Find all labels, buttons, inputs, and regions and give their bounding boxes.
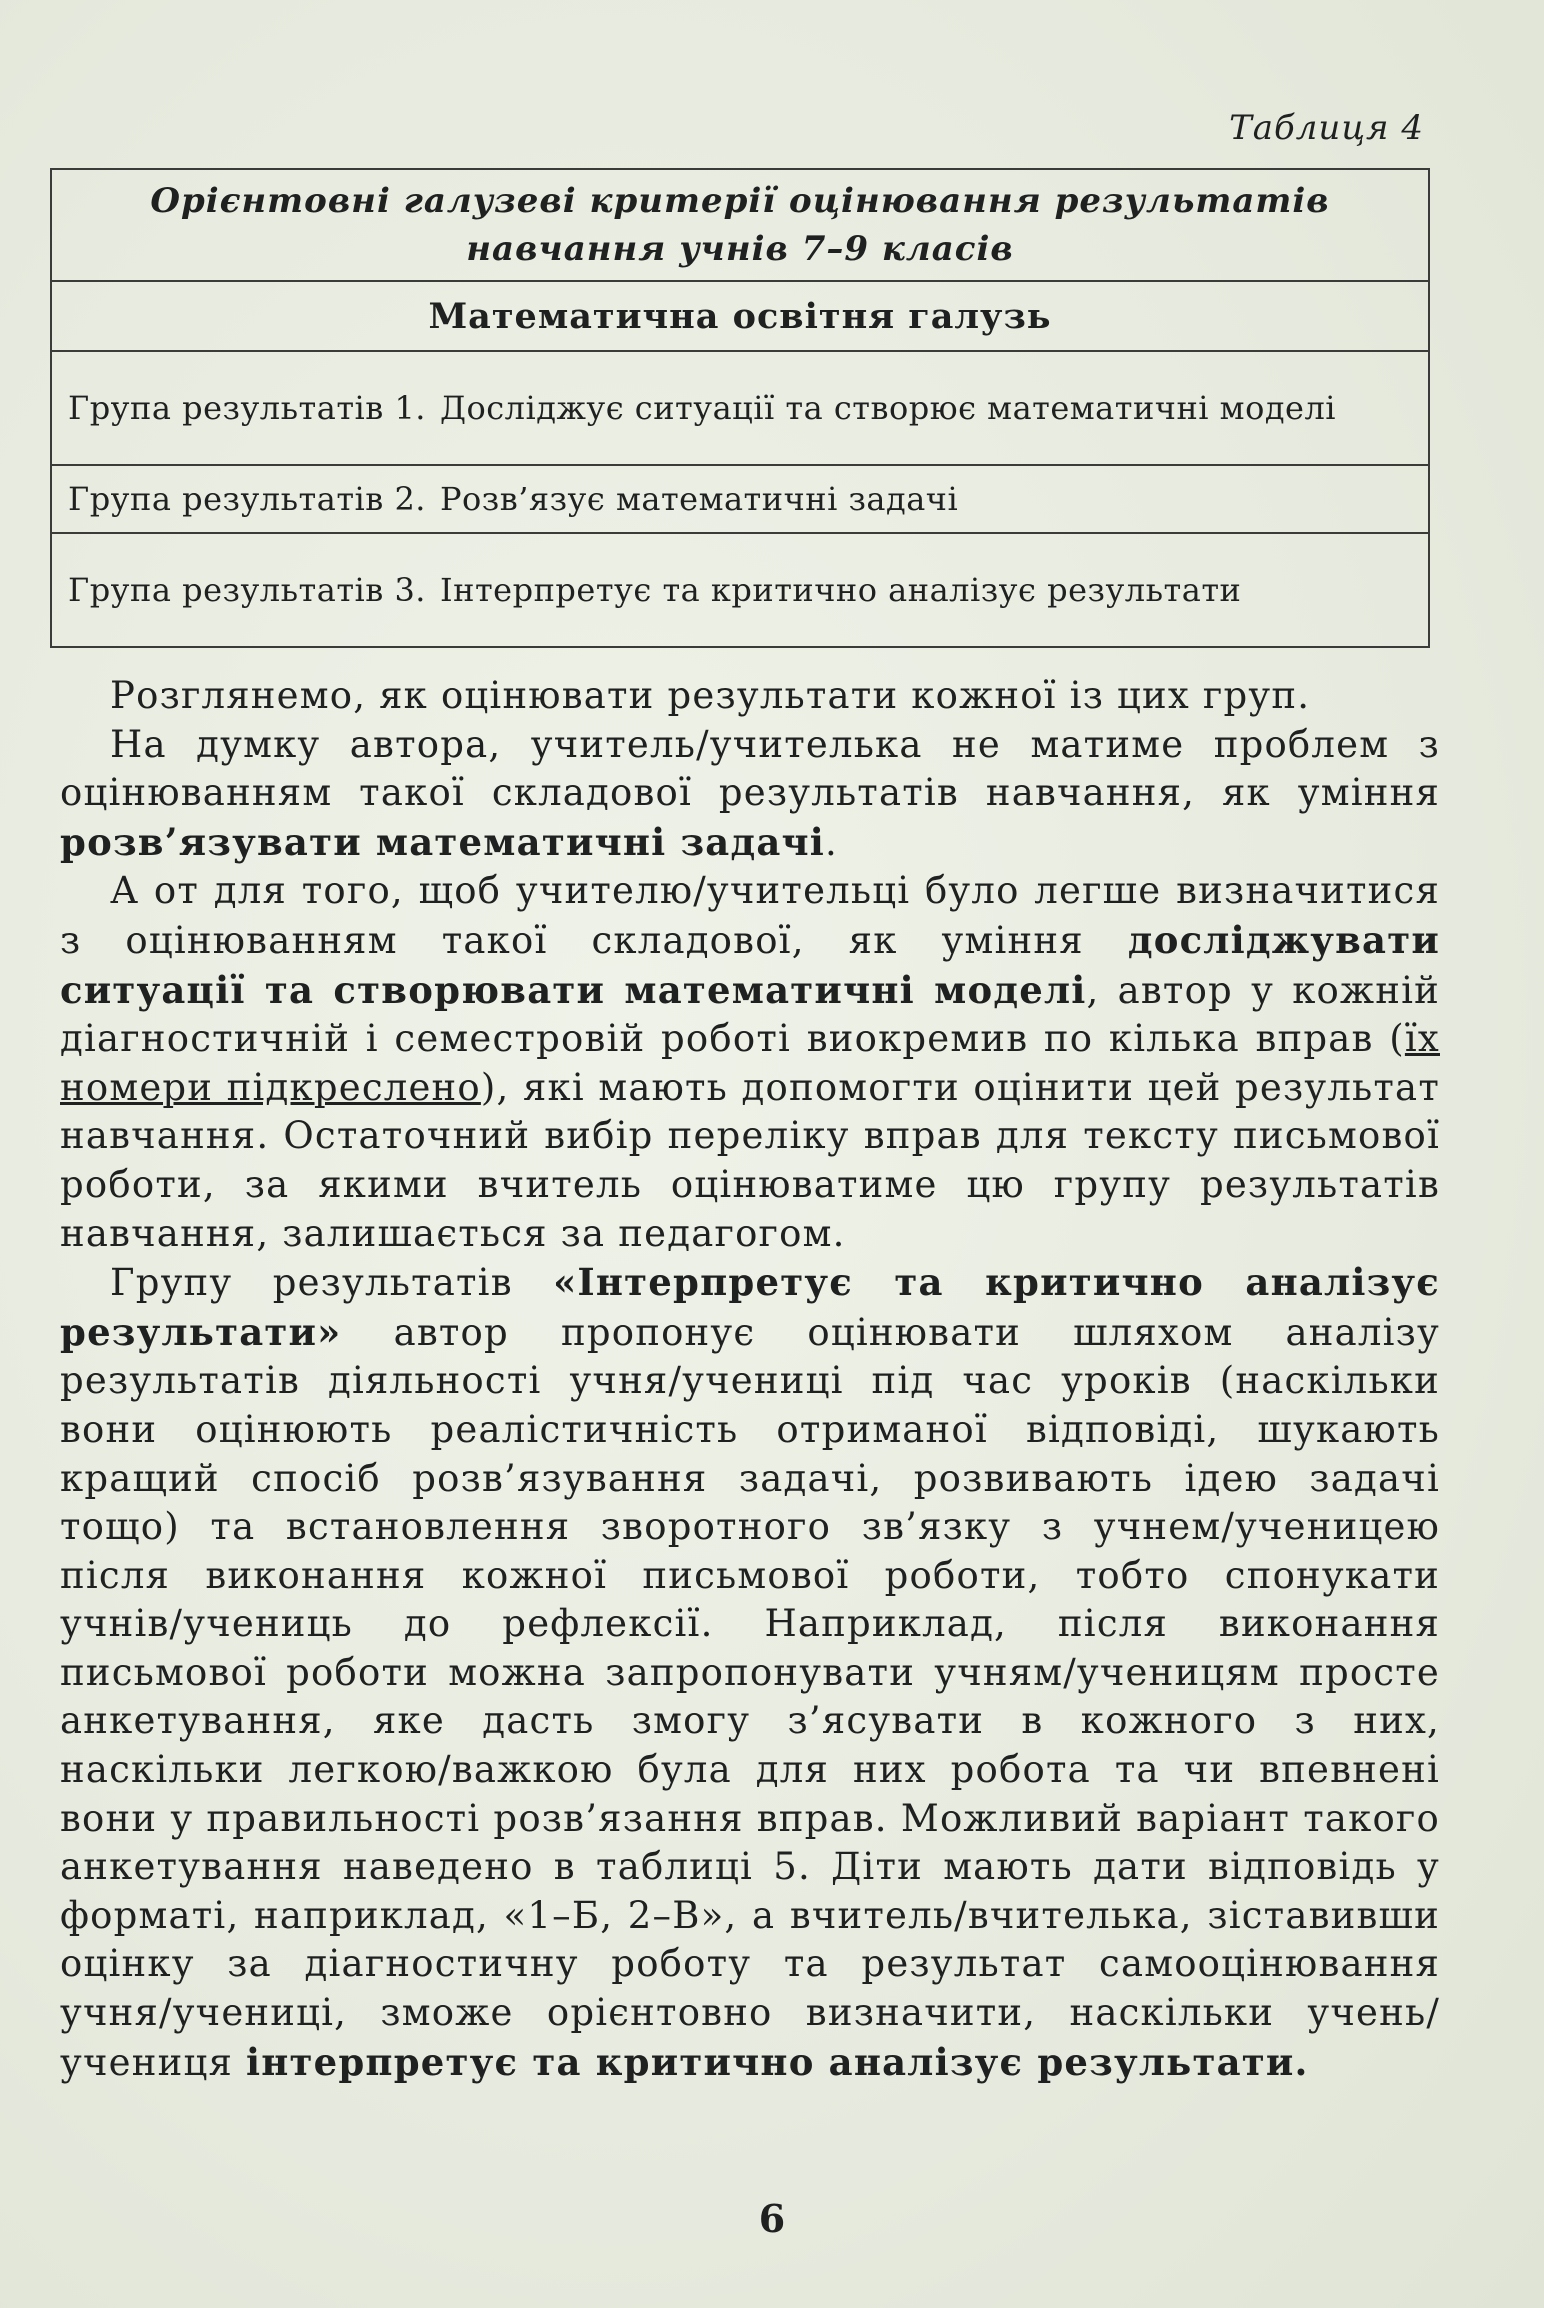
table-title-line-1: Орієнтовні галузеві критерії оцінювання результатів: [150, 181, 1330, 221]
paragraph-3-bold: досліджувати ситуації та створювати математичні моделі: [60, 917, 1440, 1012]
group-text-1: Досліджує ситуації та створює математичні моделі: [439, 389, 1337, 427]
paragraph-2: [60, 721, 1440, 868]
paragraph-4: [60, 1258, 1440, 2087]
paragraph-4-text-c: автор пропонує оцінювати шляхом аналізу результатів діяльності учня/учениці під час уроків (наскільки вони оцінюють реалістичність отриманої відповіді, шукають кращий спосіб розв’язування задачі, розвивають ідею задачі тощо) та встановлення зворотного зв’язку з учнем/ученицею після виконання кожної письмової роботи, тобто спонукати учнів/учениць до рефлексії. Наприклад, після виконання письмової роботи можна запропонувати учням/ученицям просте анкетування, яке дасть змогу з’ясувати в кожного з них, наскільки легкою/важкою була для них робота та чи впевнені вони у правильності розв’язання вправ. Можливий варіант такого анкетування наведено в таблиці 5. Діти мають дати відповідь у форматі, наприклад, «1–Б, 2–В», а вчитель/вчителька, зіставивши оцінку за діагностичну роботу та результат самооцінювання учня/учениці, зможе орієнтовно визначити, наскільки учень/учениця: [60, 1310, 1440, 2084]
group-text-2: Розв’язує математичні задачі: [439, 480, 959, 518]
group-label-3: Група результатів 3.: [68, 571, 426, 609]
page-number: 6: [758, 2196, 786, 2241]
group-cell-2: [51, 465, 1429, 533]
paragraph-2-bold: розв’язувати математичні задачі: [60, 819, 826, 864]
paragraph-1-text: Розглянемо, як оцінювати результати кожної із цих груп.: [110, 674, 1311, 717]
table-caption: Таблиця 4: [1229, 108, 1424, 148]
paragraph-3-text-c: , автор у кожній діагностичній і семестровій роботі виокремив по кілька вправ (: [60, 968, 1440, 1061]
table-row: [51, 351, 1429, 465]
group-label-2: Група результатів 2.: [68, 480, 426, 518]
paragraph-2-text-a: На думку автора, учитель/учителька не матиме проблем з оцінюванням такої складової результатів навчання, як уміння: [60, 722, 1440, 815]
group-cell-1: [51, 351, 1429, 465]
criteria-table: [50, 168, 1430, 648]
paragraph-3-underlined: їх номери підкреслено: [60, 1017, 1440, 1109]
table-field-cell: Математична освітня галузь: [51, 281, 1429, 351]
paragraph-4-bold-1: «Інтерпретує та критично аналізує результати»: [60, 1260, 1440, 1354]
paragraph-4-bold-2: інтерпретує та критично аналізує результати.: [245, 2039, 1309, 2084]
table-title-row: [51, 169, 1429, 281]
body-text: [60, 672, 1440, 2087]
group-label-1: Група результатів 1.: [68, 389, 426, 427]
group-cell-3: [51, 533, 1429, 647]
table-field-row: [51, 281, 1429, 351]
paragraph-3-text-a: А от для того, щоб учителю/учительці було легше визначитися з оцінюванням такої складової, як уміння: [60, 869, 1440, 962]
paragraph-2-text-c: .: [825, 820, 839, 864]
table-title-cell: [51, 169, 1429, 281]
paragraph-1: [60, 672, 1440, 721]
paragraph-3: [60, 867, 1440, 1258]
paragraph-4-text-a: Групу результатів: [110, 1261, 554, 1305]
paragraph-3-text-e: ), які мають допомогти оцінити цей результат навчання. Остаточний вибір переліку вправ для тексту письмової роботи, за якими вчитель оцінюватиме цю групу результатів навчання, залишається за педагогом.: [60, 1065, 1440, 1255]
group-text-3: Інтерпретує та критично аналізує результати: [439, 571, 1242, 609]
table-title-line-2: навчання учнів 7–9 класів: [466, 229, 1014, 269]
table-row: [51, 465, 1429, 533]
table-row: [51, 533, 1429, 647]
